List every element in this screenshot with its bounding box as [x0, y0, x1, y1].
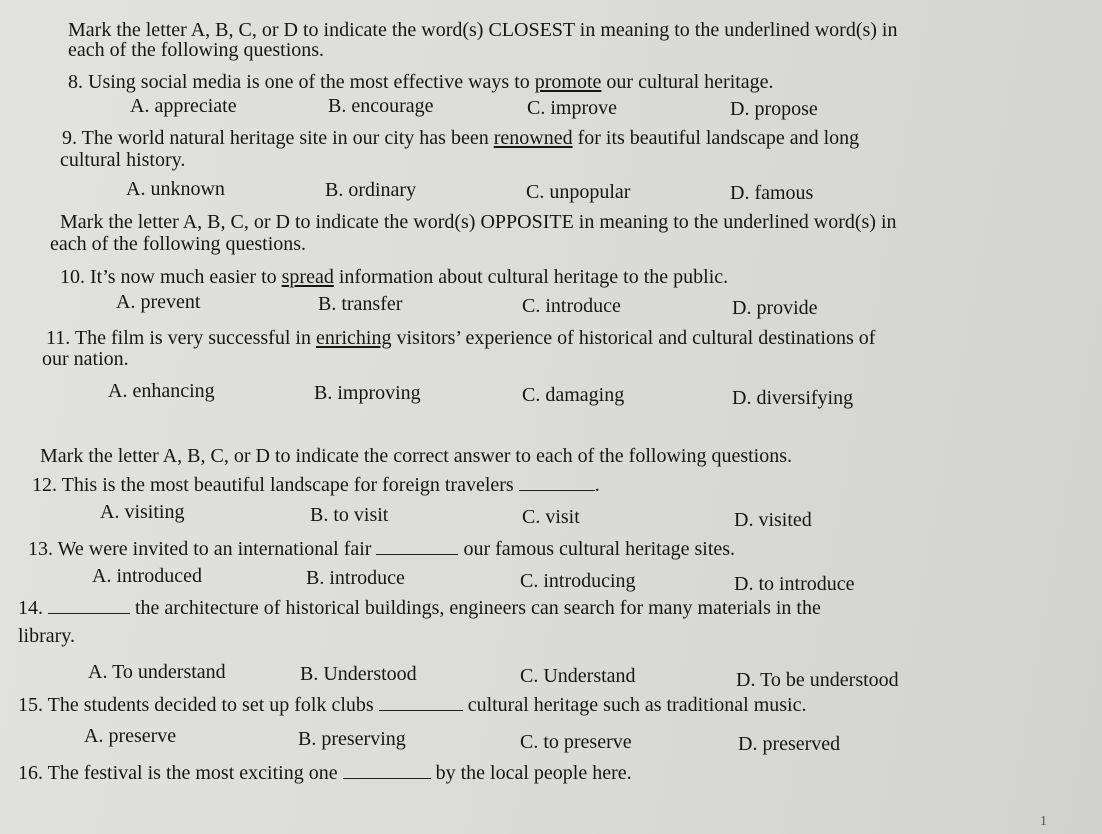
q12-option-d[interactable]: D. visited [734, 509, 812, 531]
q9-option-c[interactable]: C. unpopular [526, 181, 631, 203]
question-11 [46, 326, 875, 350]
section2-instruction-line1: Mark the letter A, B, C, or D to indicate the word(s) OPPOSITE in meaning to the underlined word(s) in [60, 211, 897, 233]
section1-instruction-line2: each of the following questions. [68, 39, 325, 61]
q15-option-d[interactable]: D. preserved [738, 733, 841, 755]
q11-option-a[interactable]: A. enhancing [108, 380, 215, 402]
question-15-text-end: cultural heritage such as traditional music. [462, 694, 807, 716]
question-14-text-end: the architecture of historical buildings, engineers can search for many materials in the [130, 597, 821, 619]
section1-instruction-line1: Mark the letter A, B, C, or D to indicate the word(s) CLOSEST in meaning to the underlined word(s) in [68, 19, 898, 41]
page-number: 1 [1040, 814, 1047, 829]
q11-option-c[interactable]: C. damaging [522, 384, 625, 406]
question-12-blank[interactable] [519, 472, 595, 491]
q15-option-b[interactable]: B. preserving [298, 728, 406, 750]
question-13-text-end: our famous cultural heritage sites. [458, 538, 736, 560]
q12-option-a[interactable]: A. visiting [100, 501, 185, 523]
q10-option-b[interactable]: B. transfer [318, 293, 403, 315]
q10-option-a[interactable]: A. prevent [116, 291, 201, 313]
q9-option-d[interactable]: D. famous [730, 182, 814, 204]
q11-option-b[interactable]: B. improving [314, 382, 421, 404]
question-15 [18, 692, 806, 717]
question-9-underlined: renowned [493, 127, 573, 149]
q8-option-d[interactable]: D. propose [730, 98, 818, 120]
q14-option-a[interactable]: A. To understand [88, 661, 226, 683]
section2-instruction-line2: each of the following questions. [50, 233, 307, 255]
q12-option-b[interactable]: B. to visit [310, 504, 389, 526]
question-12 [32, 472, 600, 497]
q10-option-d[interactable]: D. provide [732, 297, 818, 319]
question-8-underlined: promote [534, 71, 602, 93]
question-16-blank[interactable] [343, 760, 431, 779]
question-16 [18, 760, 632, 785]
q10-option-c[interactable]: C. introduce [522, 295, 621, 317]
q9-option-b[interactable]: B. ordinary [325, 179, 417, 201]
question-13-blank[interactable] [376, 536, 458, 555]
q13-option-b[interactable]: B. introduce [306, 567, 405, 589]
question-8 [68, 70, 774, 94]
question-8-text-end: our cultural heritage. [601, 71, 774, 93]
question-13-text: 13. We were invited to an international fair [28, 538, 377, 560]
question-12-text: 12. This is the most beautiful landscape for foreign travelers [32, 474, 519, 496]
question-11-underlined: enriching [315, 327, 392, 349]
q15-option-c[interactable]: C. to preserve [520, 731, 632, 753]
question-16-text: 16. The festival is the most exciting one [18, 762, 343, 784]
question-9-text: 9. The world natural heritage site in our city has been [62, 127, 494, 149]
question-10-underlined: spread [281, 266, 334, 288]
q13-option-c[interactable]: C. introducing [520, 570, 636, 592]
q9-option-a[interactable]: A. unknown [126, 178, 225, 200]
question-10-text-end: information about cultural heritage to the public. [333, 266, 729, 288]
q14-option-b[interactable]: B. Understood [300, 663, 417, 685]
question-10-text: 10. It’s now much easier to [60, 266, 282, 288]
question-13 [28, 536, 735, 561]
question-15-blank[interactable] [379, 692, 463, 711]
q13-option-a[interactable]: A. introduced [92, 565, 202, 587]
question-8-text: 8. Using social media is one of the most effective ways to [68, 71, 535, 93]
q13-option-d[interactable]: D. to introduce [734, 573, 855, 595]
q8-option-a[interactable]: A. appreciate [130, 95, 237, 117]
question-12-text-end: . [594, 474, 600, 496]
question-11-line2: our nation. [42, 348, 129, 370]
q8-option-b[interactable]: B. encourage [328, 95, 434, 117]
question-9-line2: cultural history. [60, 149, 186, 171]
question-14 [18, 595, 821, 620]
question-9-text-end: for its beautiful landscape and long [572, 127, 860, 149]
q11-option-d[interactable]: D. diversifying [732, 387, 854, 409]
q15-option-a[interactable]: A. preserve [84, 725, 177, 747]
question-9 [62, 126, 859, 150]
q14-option-d[interactable]: D. To be understood [736, 669, 899, 691]
question-10 [60, 265, 728, 289]
section3-instruction: Mark the letter A, B, C, or D to indicate the correct answer to each of the following questions. [40, 445, 793, 467]
question-16-text-end: by the local people here. [430, 762, 632, 784]
question-14-line2: library. [18, 625, 76, 647]
question-14-blank[interactable] [48, 595, 130, 614]
q8-option-c[interactable]: C. improve [527, 97, 617, 119]
question-14-text: 14. [18, 597, 48, 619]
q12-option-c[interactable]: C. visit [522, 506, 580, 528]
question-11-text-end: visitors’ experience of historical and cultural destinations of [391, 327, 876, 349]
question-15-text: 15. The students decided to set up folk clubs [18, 694, 379, 716]
q14-option-c[interactable]: C. Understand [520, 665, 636, 687]
question-11-text: 11. The film is very successful in [46, 327, 316, 349]
